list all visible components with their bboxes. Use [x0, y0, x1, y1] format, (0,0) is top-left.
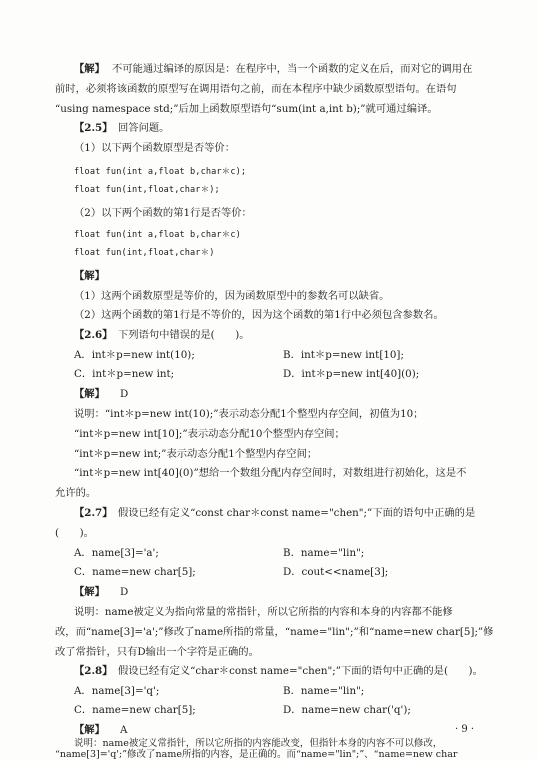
answer-text: （1）这两个函数原型是等价的，因为函数原型中的参数名可以缺省。 — [74, 290, 390, 302]
answer-value: A — [120, 724, 128, 736]
code-text: float fun(int a,float b,char＊c) — [74, 230, 241, 240]
answer-value: D — [120, 586, 129, 598]
question-text: 假设已经有定义“char＊const name="chen";”下面的语句中正确的是( )。 — [118, 665, 483, 677]
answer-tag: 【解】 — [74, 586, 105, 598]
sub-question-text: （2）以下两个函数的第1行是否等价： — [74, 207, 252, 219]
sub-question-text: （1）以下两个函数原型是否等价： — [74, 142, 236, 154]
options-row — [0, 681, 538, 701]
answer-value: D — [120, 388, 129, 400]
question-tag: 【2.6】 — [74, 329, 113, 341]
code-text: float fun(int,float,char＊); — [74, 185, 220, 195]
code-line — [0, 162, 538, 182]
explanation-text: “name[3]='q';”修改了name所指的内容，是正确的。而“name="lin";”、“name=new char — [55, 749, 458, 760]
answer-text: 不可能通过编译的原因是：在程序中，当一个函数的定义在后，而对它的调用在 — [112, 63, 473, 75]
code-line — [0, 225, 538, 245]
explanation-line — [0, 463, 538, 483]
question-text: ( )。 — [55, 527, 94, 539]
options-row — [0, 543, 538, 563]
explanation-line — [0, 483, 538, 503]
options-row — [0, 700, 538, 720]
answer-tag: 【解】 — [74, 63, 105, 75]
question-tag: 【2.8】 — [74, 665, 113, 677]
code-line — [0, 243, 538, 263]
explanation-text: 说明：name被定义常指针，所以它所指的内容能改变，但指针本身的内容不可以修改， — [74, 738, 443, 749]
option-b: B．int＊p=new int[10]; — [283, 349, 404, 361]
option-b: B．name="lin"; — [283, 685, 365, 697]
option-c: C．name=new char[5]; — [74, 704, 196, 716]
option-c: C．int＊p=new int; — [74, 368, 175, 380]
explanation-text: “int＊p=new int[40](0)”想给一个数组分配内存空间时，对数组进行初始化，这是不 — [74, 467, 467, 479]
option-c: C．name=new char[5]; — [74, 566, 196, 578]
code-text: float fun(int,float,char＊) — [74, 248, 215, 258]
sub-question — [0, 138, 538, 158]
question-2-8 — [0, 661, 538, 681]
explanation-line — [0, 642, 538, 662]
explanation-line — [0, 444, 538, 464]
answer-tag: 【解】 — [74, 388, 105, 400]
explanation-line — [0, 404, 538, 424]
explanation-text: 说明：name被定义为指向常量的常指针，所以它所指的内容和本身的内容都不能修 — [74, 606, 453, 618]
question-2-6 — [0, 325, 538, 345]
sub-question — [0, 203, 538, 223]
explanation-text: 改，而“name[3]='a';”修改了name所指的常量，“name="lin";”和“name=new char[5];”修 — [55, 626, 494, 638]
explanation-text: 允许的。 — [55, 487, 97, 499]
options-row — [0, 345, 538, 365]
option-d: D．int＊p=new int[40](0); — [283, 368, 420, 380]
option-d: D．cout<<name[3]; — [283, 566, 389, 578]
code-line — [0, 180, 538, 200]
answer-line — [0, 384, 538, 404]
answer-line — [0, 266, 538, 286]
answer-line — [0, 79, 538, 99]
answer-line — [0, 59, 538, 79]
option-a: A．name[3]='a'; — [74, 547, 159, 559]
explanation-line — [0, 622, 538, 642]
question-tag: 【2.5】 — [74, 122, 113, 134]
answer-line — [0, 99, 538, 119]
answer-tag: 【解】 — [74, 724, 105, 736]
options-row — [0, 364, 538, 384]
answer-tag: 【解】 — [74, 270, 105, 282]
question-2-7 — [0, 503, 538, 523]
answer-text: “using namespace std;”后加上函数原型语句“sum(int a,int b);”就可通过编译。 — [55, 103, 438, 115]
question-tag: 【2.7】 — [74, 507, 113, 519]
question-text: 假设已经有定义“const char＊const name="chen";”下面的语句中正确的是 — [118, 507, 476, 519]
explanation-text: 说明：“int＊p=new int(10);”表示动态分配1个整型内存空间，初值为10； — [74, 408, 424, 420]
answer-line — [0, 286, 538, 306]
option-a: A．name[3]='q'; — [74, 685, 160, 697]
option-b: B．name="lin"; — [283, 547, 365, 559]
explanation-text: 改了常指针，只有D输出一个字符是正确的。 — [55, 646, 259, 658]
answer-line — [0, 582, 538, 602]
answer-line — [0, 305, 538, 325]
question-2-5 — [0, 118, 538, 138]
options-row — [0, 562, 538, 582]
answer-text: （2）这两个函数的第1行是不等价的，因为这个函数的第1行中必须包含参数名。 — [74, 309, 444, 321]
option-d: D．name=new char('q'); — [283, 704, 411, 716]
answer-text: 前时，必须将该函数的原型写在调用语句之前，而在本程序中缺少函数原型语句。在语句 — [55, 83, 457, 95]
question-text: 下列语句中错误的是( )。 — [118, 329, 250, 341]
code-text: float fun(int a,float b,char＊c); — [74, 167, 247, 177]
question-text: 回答问题。 — [118, 122, 170, 134]
explanation-text: “int＊p=new int;”表示动态分配1个整型内存空间； — [74, 448, 318, 460]
option-a: A．int＊p=new int(10); — [74, 349, 195, 361]
explanation-line — [0, 602, 538, 622]
explanation-line — [0, 424, 538, 444]
explanation-line — [0, 749, 538, 761]
page-number: · 9 · — [455, 724, 475, 735]
question-line — [0, 523, 538, 543]
explanation-text: “int＊p=new int[10];”表示动态分配10个整型内存空间； — [74, 428, 345, 440]
